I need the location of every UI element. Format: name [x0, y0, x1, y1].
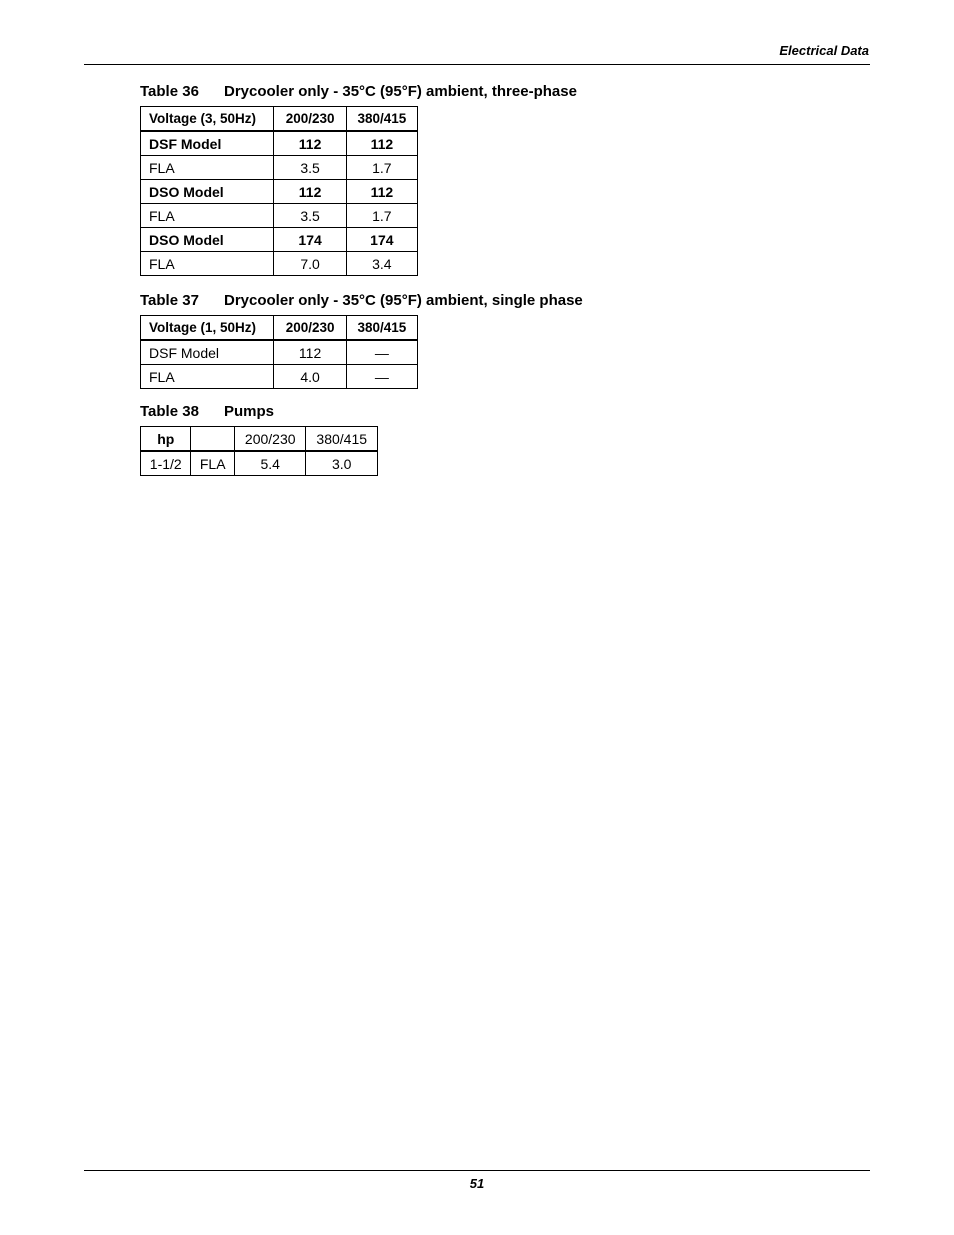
table-cell: 174: [274, 228, 346, 252]
table-36-number: Table 36: [140, 83, 199, 100]
table-cell: 1.7: [346, 156, 417, 180]
table-header-row: [141, 316, 418, 341]
column-header: 380/415: [306, 427, 378, 452]
table-cell: 3.4: [346, 252, 417, 276]
table-cell: FLA: [191, 451, 234, 476]
table-36-caption: [140, 83, 577, 100]
column-header: hp: [141, 427, 191, 452]
table-cell: FLA: [141, 156, 274, 180]
table-37: [140, 315, 418, 389]
table-cell: 112: [274, 340, 346, 365]
column-header: Voltage (3, 50Hz): [141, 107, 274, 132]
table-row: [141, 156, 418, 180]
table-36-title: Drycooler only - 35°C (95°F) ambient, three-phase: [224, 83, 577, 100]
column-header: 200/230: [274, 316, 346, 341]
table-37-title: Drycooler only - 35°C (95°F) ambient, single phase: [224, 292, 583, 309]
table-cell: 3.5: [274, 204, 346, 228]
column-header: 200/230: [274, 107, 346, 132]
table-cell: 1-1/2: [141, 451, 191, 476]
table-cell: 7.0: [274, 252, 346, 276]
table-cell: 3.5: [274, 156, 346, 180]
table-38-caption: [140, 403, 274, 420]
column-header: 380/415: [346, 107, 417, 132]
table-cell: 4.0: [274, 365, 346, 389]
table-38: [140, 426, 378, 476]
table-37-caption: [140, 292, 583, 309]
table-header-row: [141, 427, 378, 452]
table-row: [141, 204, 418, 228]
table-cell: 174: [346, 228, 417, 252]
table-cell: DSF Model: [141, 340, 274, 365]
table-38-title: Pumps: [224, 403, 275, 420]
table-row: [141, 131, 418, 156]
column-header: 380/415: [346, 316, 417, 341]
table-row: [141, 228, 418, 252]
column-header: [191, 427, 234, 452]
table-cell: 112: [274, 131, 346, 156]
column-header: 200/230: [234, 427, 306, 452]
table-row: [141, 340, 418, 365]
table-36: [140, 106, 418, 276]
table-cell: FLA: [141, 365, 274, 389]
table-cell: 5.4: [234, 451, 306, 476]
table-38-number: Table 38: [140, 403, 199, 420]
table-cell: 1.7: [346, 204, 417, 228]
table-cell: DSO Model: [141, 228, 274, 252]
table-row: [141, 365, 418, 389]
page-number: 51: [469, 1176, 485, 1191]
table-cell: FLA: [141, 204, 274, 228]
footer-rule: [84, 1170, 870, 1171]
table-cell: 112: [346, 180, 417, 204]
table-cell: DSF Model: [141, 131, 274, 156]
table-row: [141, 451, 378, 476]
table-cell: —: [346, 365, 417, 389]
table-cell: FLA: [141, 252, 274, 276]
table-row: [141, 180, 418, 204]
table-cell: —: [346, 340, 417, 365]
table-cell: 112: [274, 180, 346, 204]
column-header: Voltage (1, 50Hz): [141, 316, 274, 341]
header-rule: [84, 64, 870, 65]
table-cell: 112: [346, 131, 417, 156]
table-row: [141, 252, 418, 276]
table-cell: 3.0: [306, 451, 378, 476]
running-header: Electrical Data: [779, 43, 869, 58]
table-header-row: [141, 107, 418, 132]
table-cell: DSO Model: [141, 180, 274, 204]
table-37-number: Table 37: [140, 292, 199, 309]
